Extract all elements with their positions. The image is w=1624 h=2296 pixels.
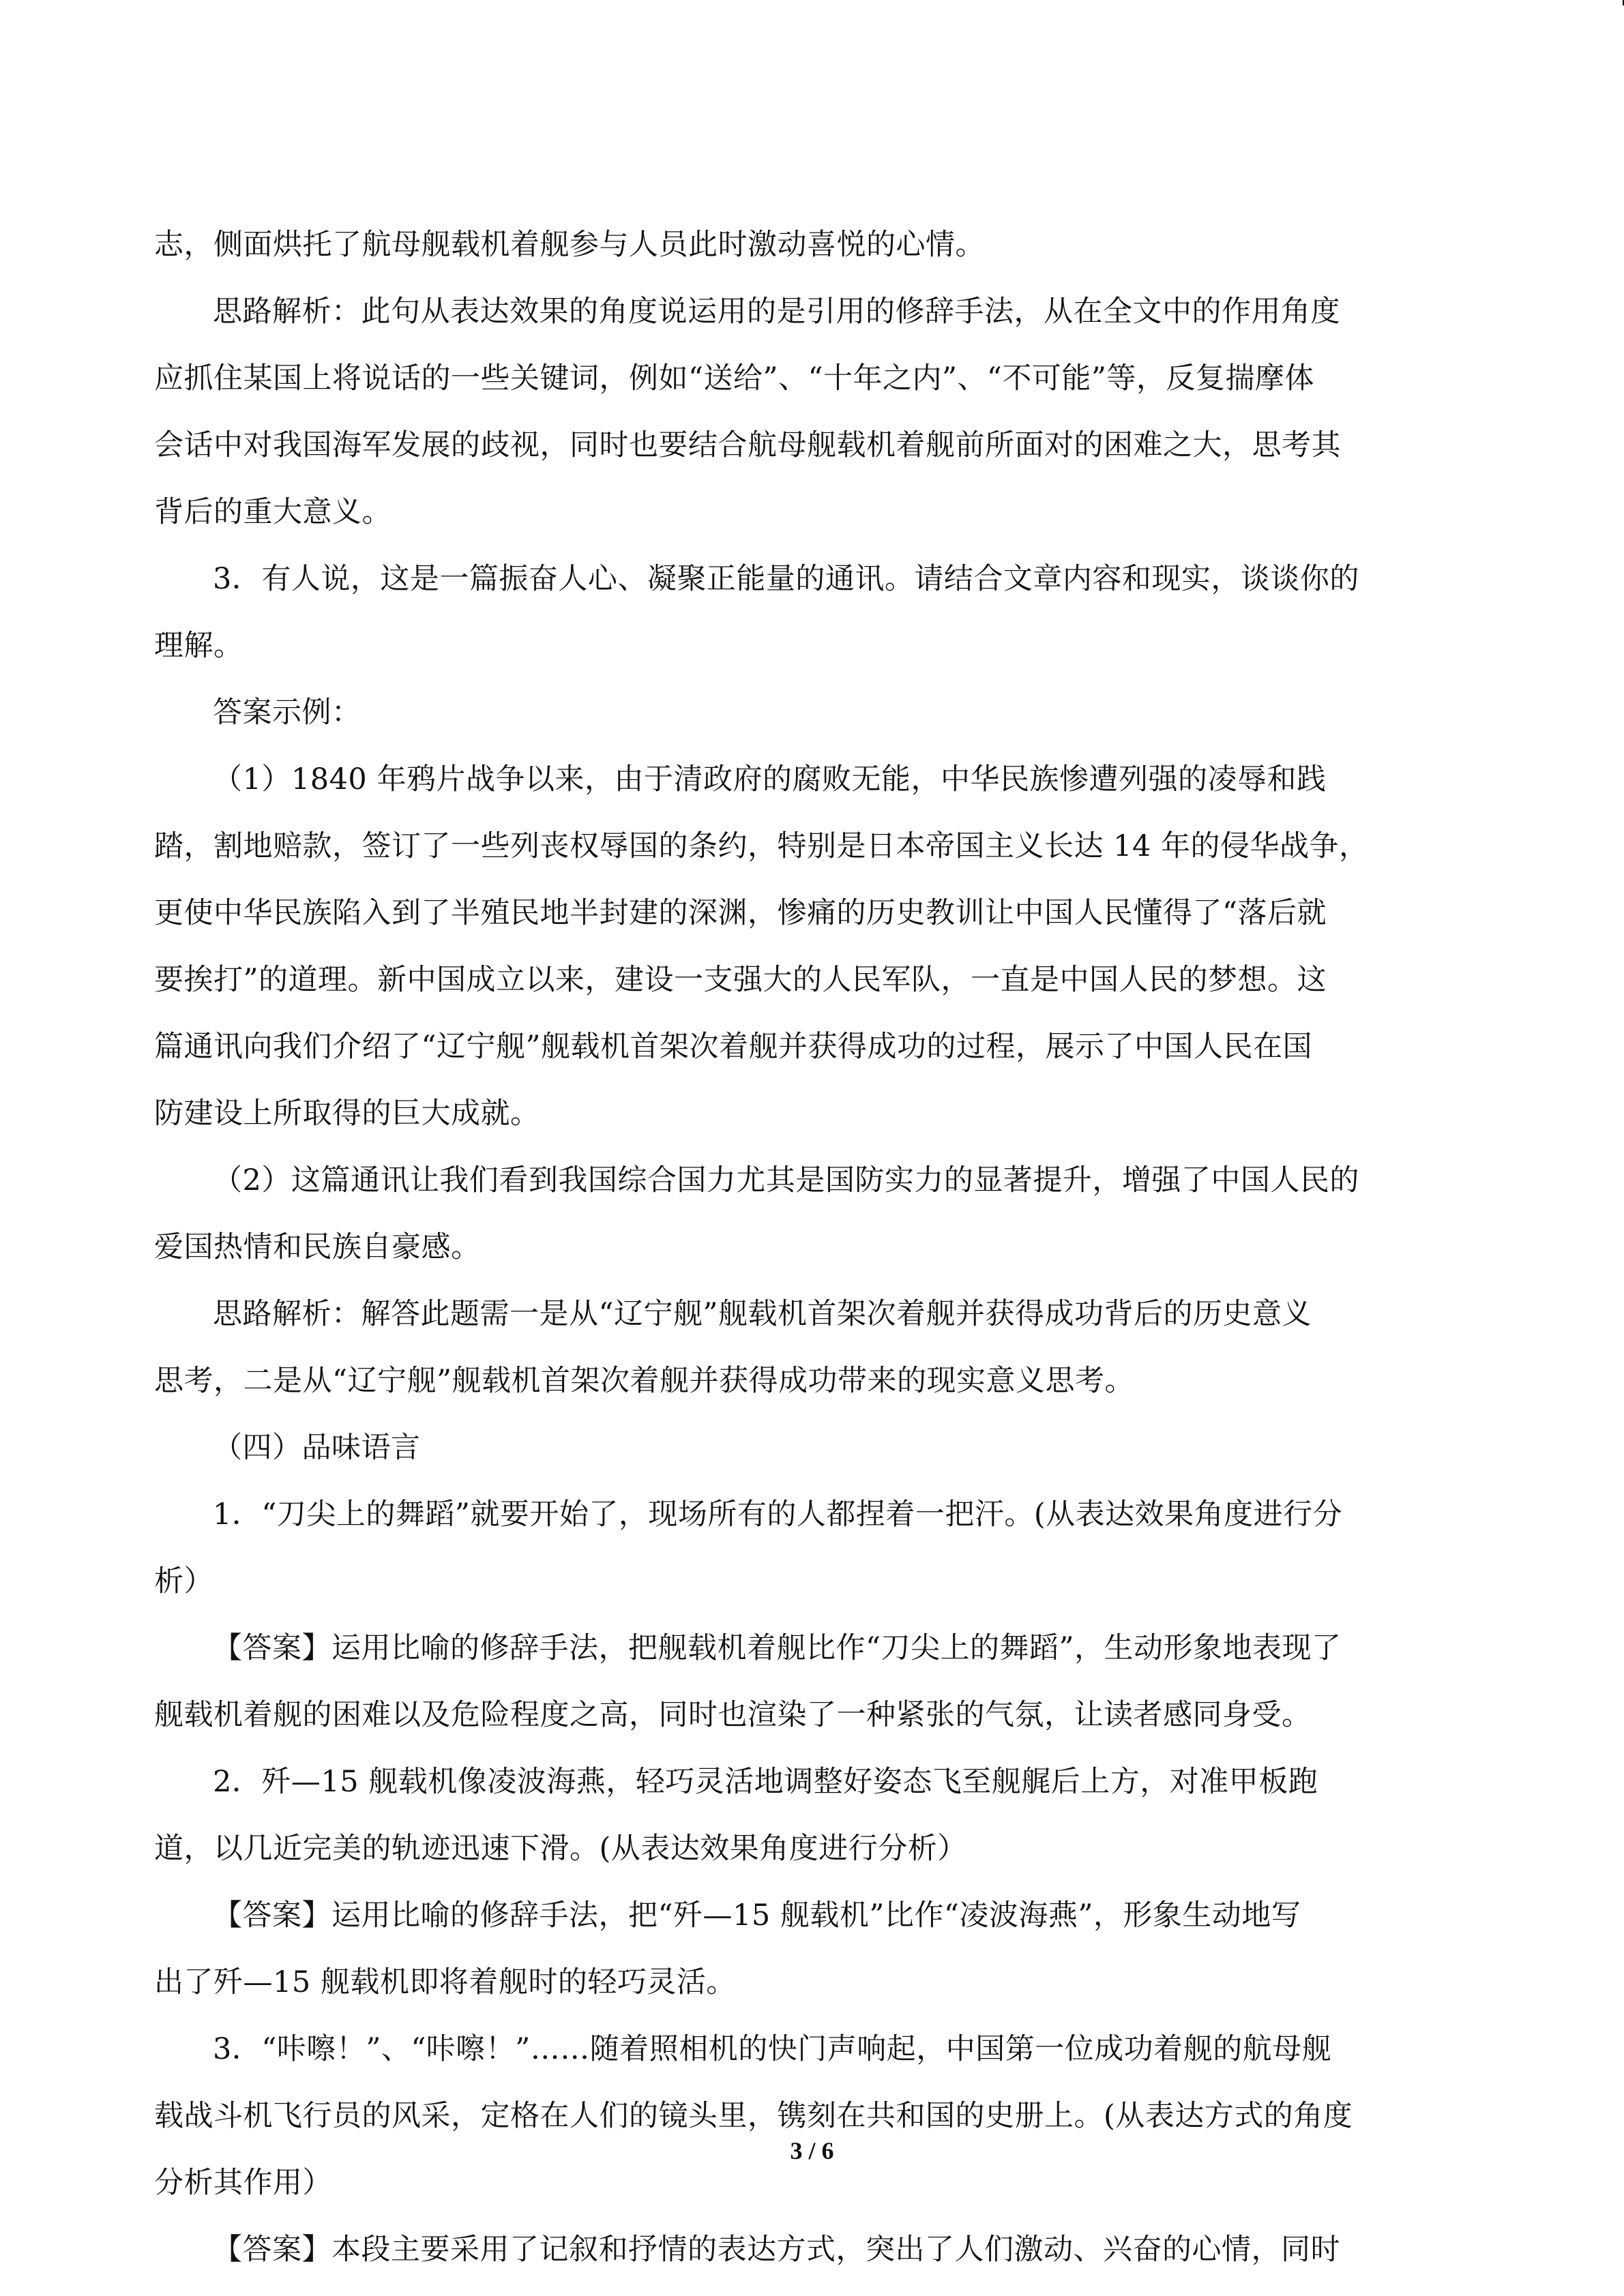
text-line-28: 3．“咔嚓！”、“咔嚓！”……随着照相机的快门声响起，中国第一位成功着舰的航母舰 [213, 2032, 1332, 2066]
text-line-10: 踏，割地赔款，签订了一些列丧权辱国的条约，特别是日本帝国主义长达 14 年的侵华战争， [154, 829, 1369, 863]
text-line-3: 应抓住某国上将说话的一些关键词，例如“送给”、“十年之内”、“不可能”等，反复揣摩体 [154, 361, 1314, 396]
text-line-15: （2）这篇通讯让我们看到我国综合国力尤其是国防实力的显著提升，增强了中国人民的 [213, 1163, 1359, 1197]
text-line-2: 思路解析：此句从表达效果的角度说运用的是引用的修辞手法，从在全文中的作用角度 [213, 295, 1340, 329]
text-line-4: 会话中对我国海军发展的歧视，同时也要结合航母舰载机着舰前所面对的困难之大，思考其 [154, 428, 1341, 462]
text-line-1: 志，侧面烘托了航母舰载机着舰参与人员此时激动喜悦的心情。 [154, 228, 985, 262]
text-line-8: 答案示例： [213, 696, 361, 730]
answer-line-1: 【答案】运用比喻的修辞手法，把舰载机着舰比作“刀尖上的舞蹈”，生动形象地表现了 [213, 1631, 1342, 1665]
text-line-9: （1）1840 年鸦片战争以来，由于清政府的腐败无能，中华民族惨遭列强的凌辱和践 [213, 762, 1327, 796]
text-line-6: 3．有人说，这是一篇振奋人心、凝聚正能量的通讯。请结合文章内容和现实，谈谈你的 [213, 562, 1359, 596]
text-line-12: 要挨打”的道理。新中国成立以来，建设一支强大的人民军队，一直是中国人民的梦想。这 [154, 963, 1327, 997]
text-line-14: 防建设上所取得的巨大成就。 [154, 1097, 540, 1131]
section-heading: （四）品味语言 [213, 1431, 421, 1465]
page-number: 3 / 6 [790, 2137, 834, 2164]
text-line-11: 更使中华民族陷入到了半殖民地半封建的深渊，惨痛的历史教训让中国人民懂得了“落后就 [154, 896, 1327, 930]
text-line-16: 爱国热情和民族自豪感。 [154, 1230, 481, 1264]
text-line-25: 道，以几近完美的轨迹迅速下滑。(从表达效果角度进行分析） [154, 1832, 967, 1866]
answer-line-3: 【答案】本段主要采用了记叙和抒情的表达方式，突出了人们激动、兴奋的心情，同时 [213, 2233, 1340, 2267]
text-line-27: 出了歼—15 舰载机即将着舰时的轻巧灵活。 [154, 1965, 736, 1999]
text-line-24: 2．歼—15 舰载机像凌波海燕，轻巧灵活地调整好姿态飞至舰艉后上方，对准甲板跑 [213, 1765, 1318, 1799]
text-line-23: 舰载机着舰的困难以及危险程度之高，同时也渲染了一种紧张的气氛，让读者感同身受。 [154, 1698, 1312, 1732]
answer-line-2: 【答案】运用比喻的修辞手法，把“歼—15 舰载机”比作“凌波海燕”，形象生动地写 [213, 1898, 1301, 1933]
text-line-5: 背后的重大意义。 [154, 495, 392, 529]
text-line-18: 思考，二是从“辽宁舰”舰载机首架次着舰并获得成功带来的现实意义思考。 [154, 1364, 1134, 1398]
text-line-7: 理解。 [154, 629, 243, 663]
text-line-13: 篇通讯向我们介绍了“辽宁舰”舰载机首架次着舰并获得成功的过程，展示了中国人民在国 [154, 1030, 1312, 1064]
text-line-29: 载战斗机飞行员的风采，定格在人们的镜头里，镌刻在共和国的史册上。(从表达方式的角度 [154, 2099, 1353, 2133]
text-line-17: 思路解析：解答此题需一是从“辽宁舰”舰载机首架次着舰并获得成功背后的历史意义 [213, 1297, 1312, 1331]
document-body [154, 211, 1475, 2283]
text-line-30: 分析其作用） [154, 2166, 332, 2200]
text-line-20: 1．“刀尖上的舞蹈”就要开始了，现场所有的人都捏着一把汗。(从表达效果角度进行分 [213, 1497, 1343, 1532]
text-line-21: 析） [154, 1564, 213, 1598]
